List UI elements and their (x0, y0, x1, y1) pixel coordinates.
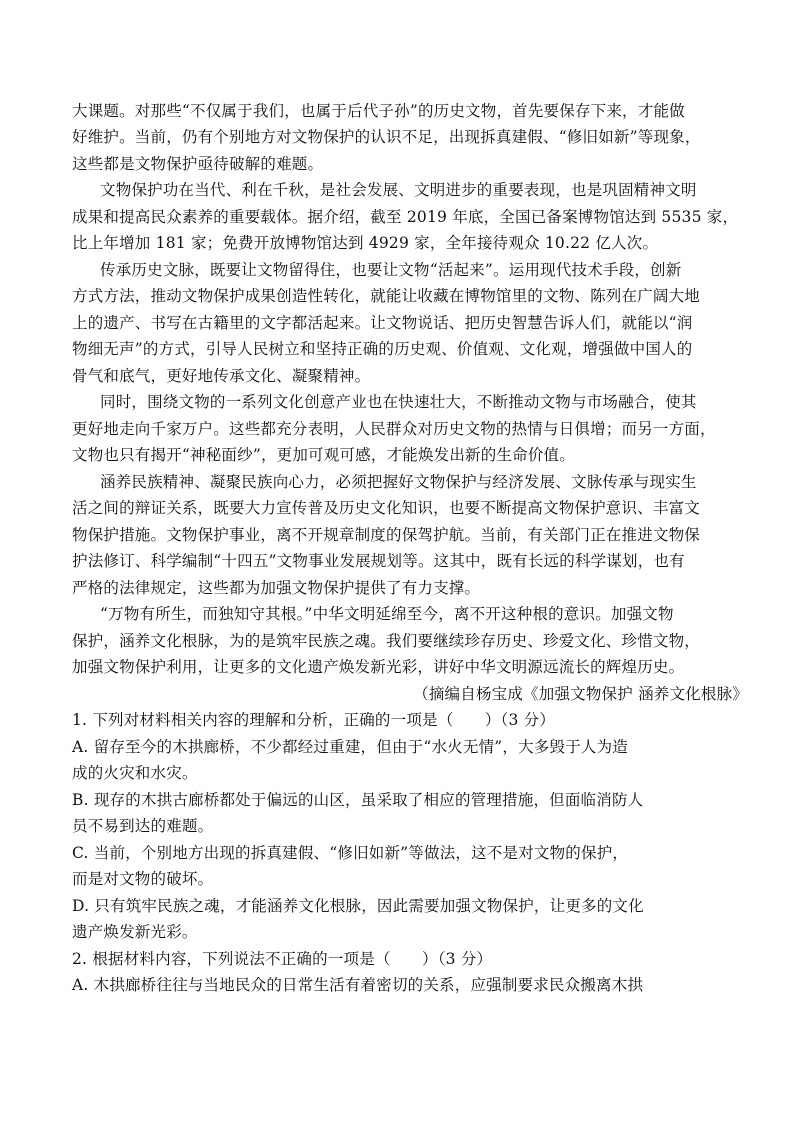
passage-line: 传承历史文脉，既要让文物留得住，也要让文物“活起来”。运用现代技术手段，创新 (100, 261, 682, 279)
passage-line: 同时，围绕文物的一系列文化创意产业也在快速壮大，不断推动文物与市场融合，使其 (100, 393, 697, 411)
question-line: C. 当前，个别地方出现的拆真建假、“修旧如新”等做法，这不是对文物的保护， (72, 844, 629, 862)
passage-line: 活之间的辩证关系，既要大力宣传普及历史文化知识，也要不断提高文物保护意识、丰富文 (72, 499, 701, 517)
passage-line: 涵养民族精神、凝聚民族向心力，必须把握好文物保护与经济发展、文脉传承与现实生 (100, 473, 697, 491)
passage-line: 好维护。当前，仍有个别地方对文物保护的认识不足，出现拆真建假、“修旧如新”等现象， (72, 128, 701, 146)
passage-line: 物保护措施。文物保护事业，离不开规章制度的保驾护航。当前，有关部门正在推进文物保 (72, 526, 701, 544)
question-line: 而是对文物的破坏。 (72, 870, 214, 888)
passage-line: 护法修订、科学编制“十四五”文物事业发展规划等。这其中，既有长远的科学谋划，也有 (72, 552, 685, 570)
passage-line: 这些都是文物保护亟待破解的难题。 (72, 155, 324, 173)
passage-line: “万物有所生，而独知守其根。”中华文明延绵至今，离不开这种根的意识。加强文物 (100, 605, 674, 623)
passage-line: 物细无声”的方式，引导人民树立和坚持正确的历史观、价值观、文化观，增强做中国人的 (72, 340, 693, 358)
question-line: A. 木拱廊桥往往与当地民众的日常生活有着密切的关系，应强制要求民众搬离木拱 (72, 976, 644, 994)
passage-line: 文物保护功在当代、利在千秋，是社会发展、文明进步的重要表现，也是巩固精神文明 (100, 181, 697, 199)
question-line: A. 留存至今的木拱廊桥，不少都经过重建，但由于“水火无情”，大多毁于人为造 (72, 738, 628, 756)
passage-line: 保护，涵养文化根脉，为的是筑牢民族之魂。我们要继续珍存历史、珍爱文化、珍惜文物， (72, 632, 701, 650)
passage-line: 骨气和底气，更好地传承文化、凝聚精神。 (72, 367, 371, 385)
passage-line: 方式方法，推动文物保护成果创造性转化，就能让收藏在博物馆里的文物、陈列在广阔大地 (72, 287, 701, 305)
passage-line: 文物也只有揭开“神秘面纱”，更加可观可感，才能焕发出新的生命价值。 (72, 446, 575, 464)
question-line: 员不易到达的难题。 (72, 817, 214, 835)
question-line: 2. 根据材料内容，下列说法不正确的一项是（ ）（3 分） (72, 950, 493, 968)
question-line: B. 现存的木拱古廊桥都处于偏远的山区，虽采取了相应的管理措施，但面临消防人 (72, 791, 644, 809)
passage-source: （摘编自杨宝成《加强文物保护 涵养文化根脉》 (413, 685, 748, 703)
passage-line: 大课题。对那些“不仅属于我们，也属于后代子孙”的历史文物，首先要保存下来，才能做 (72, 102, 685, 120)
passage-line: 上的遗产、书写在古籍里的文字都活起来。让文物说话、把历史智慧告诉人们，就能以“润 (72, 314, 693, 332)
passage-line: 成果和提高民众素养的重要载体。据介绍，截至 2019 年底，全国已备案博物馆达到 5535 家， (72, 208, 739, 226)
passage-line: 比上年增加 181 家；免费开放博物馆达到 4929 家，全年接待观众 10.22 亿人次。 (72, 234, 659, 252)
question-line: D. 只有筑牢民族之魂，才能涵养文化根脉，因此需要加强文物保护，让更多的文化 (72, 897, 644, 915)
passage-line: 严格的法律规定，这些都为加强文物保护提供了有力支撑。 (72, 579, 481, 597)
passage-line: 加强文物保护利用，让更多的文化遗产焕发新光彩，讲好中华文明源远流长的辉煌历史。 (72, 658, 685, 676)
question-line: 1. 下列对材料相关内容的理解和分析，正确的一项是（ ）（3 分） (72, 711, 556, 729)
passage-line: 更好地走向千家万户。这些都充分表明，人民群众对历史文物的热情与日俱增；而另一方面， (72, 420, 716, 438)
question-line: 遗产焕发新光彩。 (72, 923, 198, 941)
question-line: 成的火灾和水灾。 (72, 764, 198, 782)
